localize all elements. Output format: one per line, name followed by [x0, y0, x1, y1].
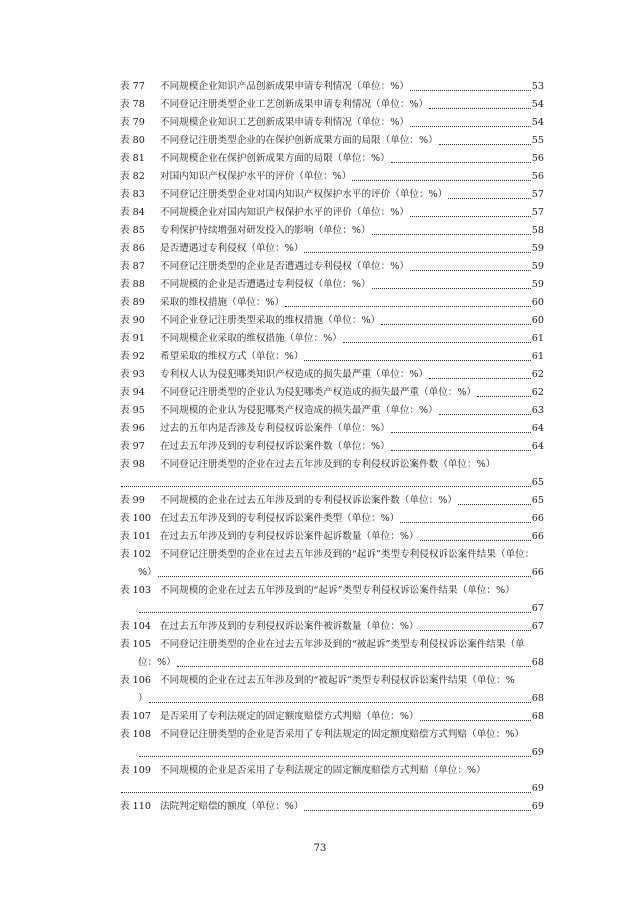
toc-entry[interactable]	[120, 330, 544, 348]
dot-leader	[149, 701, 531, 703]
toc-entry-label: 表 83	[120, 189, 145, 200]
toc-entry-page: 60	[531, 297, 544, 308]
toc-entry-title: 不同登记注册类型的企业在过去五年涉及到的“被起诉”类型专利侵权诉讼案件结果（单	[160, 639, 525, 650]
toc-entry-title: 在过去五年涉及到的专利侵权诉讼案件数（单位：%）	[160, 441, 390, 452]
toc-entry-label: 表 99	[120, 495, 145, 506]
toc-entry-page: 53	[531, 81, 544, 92]
toc-entry-page: 66	[531, 567, 544, 578]
toc-entry-title: 专利保护持续增强对研发投入的影响（单位：%）	[160, 225, 371, 236]
dot-leader	[410, 215, 531, 217]
toc-entry-page: 55	[531, 135, 544, 146]
toc-entry[interactable]	[120, 384, 544, 402]
dot-leader	[285, 305, 531, 307]
toc-entry-page: 54	[531, 99, 544, 110]
toc-entry[interactable]	[120, 798, 544, 816]
toc-entry-label: 表 86	[120, 243, 145, 254]
toc-entry-page: 65	[531, 495, 544, 506]
toc-entry-label: 表 95	[120, 405, 145, 416]
toc-entry-label: 表 88	[120, 279, 145, 290]
dot-leader	[391, 161, 531, 163]
toc-entry[interactable]	[120, 438, 544, 456]
toc-entry-page: 69	[531, 783, 544, 794]
toc-entry-page: 60	[531, 315, 544, 326]
toc-entry-label: 表 92	[120, 351, 145, 362]
toc-entry-label: 表 78	[120, 99, 145, 110]
toc-entry-page: 69	[531, 801, 544, 812]
toc-entry-label: 表 104	[120, 621, 151, 632]
toc-entry[interactable]	[120, 618, 544, 636]
toc-entry-page: 57	[531, 207, 544, 218]
toc-entry[interactable]	[120, 402, 544, 420]
toc-entry-page: 68	[531, 657, 544, 668]
toc-entry-page: 69	[531, 747, 544, 758]
toc-entry-label: 表 97	[120, 441, 145, 452]
toc-entry-label: 表 84	[120, 207, 145, 218]
toc-entry[interactable]	[120, 672, 544, 708]
toc-entry[interactable]	[120, 132, 544, 150]
toc-entry-page: 68	[531, 693, 544, 704]
toc-entry-title: 不同登记注册类型的企业在过去五年涉及到的专利侵权诉讼案件数（单位：%）	[160, 459, 496, 470]
toc-entry[interactable]	[120, 186, 544, 204]
toc-entry[interactable]	[120, 420, 544, 438]
toc-entry[interactable]	[120, 204, 544, 222]
toc-entry-title: 法院判定赔偿的额度（单位：%）	[160, 801, 304, 812]
dot-leader	[420, 719, 531, 721]
dot-leader	[304, 809, 530, 811]
toc-entry-title: 是否采用了专利法规定的固定额度赔偿方式判赔（单位：%）	[160, 711, 419, 722]
toc-entry[interactable]	[120, 708, 544, 726]
toc-entry-title-continued: ）	[138, 693, 148, 704]
toc-entry-label: 表 102	[120, 549, 151, 560]
toc-entry-title: 不同规模企业在保护创新成果方面的局限（单位：%）	[160, 153, 390, 164]
toc-entry[interactable]	[120, 492, 544, 510]
toc-entry[interactable]	[120, 78, 544, 96]
dot-leader	[439, 413, 531, 415]
toc-entry-title: 是否遭遇过专利侵权（单位：%）	[160, 243, 304, 254]
dot-leader	[372, 233, 531, 235]
toc-entry-title: 不同登记注册类型企业对国内知识产权保护水平的评价（单位：%）	[160, 189, 448, 200]
toc-entry-title: 在过去五年涉及到的专利侵权诉讼案件类型（单位：%）	[160, 513, 400, 524]
dot-leader	[400, 521, 530, 523]
dot-leader	[410, 125, 531, 127]
toc-entry-title: 不同登记注册类型的企业认为侵犯哪类产权造成的损失最严重（单位：%）	[160, 387, 477, 398]
toc-entry-label: 表 93	[120, 369, 145, 380]
toc-entry-title: 不同登记注册类型的企业是否采用了专利法规定的固定额度赔偿方式判赔（单位：%）	[160, 729, 525, 740]
toc-entry-page: 62	[531, 387, 544, 398]
toc-entry-title-continued: 位：%）	[138, 657, 176, 668]
page-number: 73	[313, 843, 327, 854]
toc-entry-title: 不同规模的企业是否遭遇过专利侵权（单位：%）	[160, 279, 371, 290]
toc-entry-title: 不同登记注册类型的企业是否遭遇过专利侵权（单位：%）	[160, 261, 409, 272]
toc-entry[interactable]	[120, 528, 544, 546]
toc-entry[interactable]	[120, 168, 544, 186]
toc-entry-title: 希望采取的维权方式（单位：%）	[160, 351, 304, 362]
toc-entry-label: 表 103	[120, 585, 151, 596]
toc-entry[interactable]	[120, 510, 544, 528]
toc-entry-page: 56	[531, 153, 544, 164]
toc-entry[interactable]	[120, 312, 544, 330]
toc-entry[interactable]	[120, 762, 544, 798]
toc-entry-label: 表 108	[120, 729, 151, 740]
dot-leader	[139, 611, 531, 613]
toc-entry-title: 不同规模的企业在过去五年涉及到的专利侵权诉讼案件数（单位：%）	[160, 495, 457, 506]
toc-entry-page: 67	[531, 621, 544, 632]
dot-leader	[477, 395, 531, 397]
toc-entry-label: 表 94	[120, 387, 145, 398]
toc-entry-page: 66	[531, 531, 544, 542]
toc-entry-title: 不同规模的企业在过去五年涉及到的“被起诉”类型专利侵权诉讼案件结果（单位：%	[160, 675, 515, 686]
toc-entry-label: 表 77	[120, 81, 145, 92]
dot-leader	[391, 449, 531, 451]
toc-entry-page: 67	[531, 603, 544, 614]
toc-entry-title: 不同登记注册类型企业工艺创新成果申请专利情况（单位：%）	[160, 99, 429, 110]
toc-entry-label: 表 79	[120, 117, 145, 128]
toc-entry-label: 表 85	[120, 225, 145, 236]
toc-entry[interactable]	[120, 348, 544, 366]
toc-entry-label: 表 100	[120, 513, 151, 524]
dot-leader	[139, 755, 531, 757]
dot-leader	[429, 377, 531, 379]
toc-entry-title: 专利权人认为侵犯哪类知识产权造成的损失最严重（单位：%）	[160, 369, 429, 380]
dot-leader	[121, 485, 531, 487]
toc-entry-title: 不同规模的企业认为侵犯哪类产权造成的损失最严重（单位：%）	[160, 405, 438, 416]
dot-leader	[410, 269, 531, 271]
toc-entry-title: 对国内知识产权保护水平的评价（单位：%）	[160, 171, 352, 182]
toc-entry-label: 表 106	[120, 675, 151, 686]
toc-entry-label: 表 90	[120, 315, 145, 326]
toc-entry-title: 不同规模企业对国内知识产权保护水平的评价（单位：%）	[160, 207, 409, 218]
toc-entry[interactable]	[120, 636, 544, 672]
toc-entry-label: 表 81	[120, 153, 145, 164]
toc-entry[interactable]	[120, 294, 544, 312]
toc-entry-page: 59	[531, 243, 544, 254]
toc-entry-page: 58	[531, 225, 544, 236]
toc-entry-page: 64	[531, 423, 544, 434]
dot-leader	[177, 665, 531, 667]
toc-entry-title: 不同登记注册类型企业的在保护创新成果方面的局限（单位：%）	[160, 135, 438, 146]
toc-entry-label: 表 89	[120, 297, 145, 308]
toc-entry-title: 不同规模的企业是否采用了专利法规定的固定额度赔偿方式判赔（单位：%）	[160, 765, 486, 776]
toc-entry-page: 56	[531, 171, 544, 182]
toc-entry-title: 在过去五年涉及到的专利侵权诉讼案件起诉数量（单位：%）	[160, 531, 419, 542]
toc-entry-page: 61	[531, 351, 544, 362]
toc-entry-page: 54	[531, 117, 544, 128]
dot-leader	[304, 359, 530, 361]
toc-entry-label: 表 91	[120, 333, 145, 344]
toc-entry-label: 表 80	[120, 135, 145, 146]
toc-entry[interactable]	[120, 258, 544, 276]
toc-entry-page: 63	[531, 405, 544, 416]
dot-leader	[381, 323, 531, 325]
toc-entry-page: 65	[531, 477, 544, 488]
toc-entry-page: 66	[531, 513, 544, 524]
toc-entry-label: 表 107	[120, 711, 151, 722]
dot-leader	[121, 791, 531, 793]
toc-entry[interactable]	[120, 96, 544, 114]
toc-entry-label: 表 87	[120, 261, 145, 272]
dot-leader	[420, 539, 531, 541]
toc-entry-label: 表 82	[120, 171, 145, 182]
dot-leader	[458, 503, 531, 505]
toc-entry[interactable]	[120, 222, 544, 240]
toc-entry-title: 不同登记注册类型的企业在过去五年涉及到的“起诉”类型专利侵权诉讼案件结果（单位：	[160, 549, 535, 560]
dot-leader	[391, 431, 531, 433]
dot-leader	[410, 89, 531, 91]
toc-entry-title: 不同规模企业知识工艺创新成果申请专利情况（单位：%）	[160, 117, 409, 128]
toc-entry-page: 62	[531, 369, 544, 380]
toc-entry[interactable]	[120, 150, 544, 168]
toc-entry[interactable]	[120, 114, 544, 132]
toc-entry[interactable]	[120, 366, 544, 384]
toc-entry[interactable]	[120, 726, 544, 762]
toc-entry-label: 表 110	[120, 801, 151, 812]
toc-entry[interactable]	[120, 276, 544, 294]
toc-entry-page: 59	[531, 261, 544, 272]
toc-entry-title: 采取的维权措施（单位：%）	[160, 297, 285, 308]
toc-entry-label: 表 96	[120, 423, 145, 434]
toc-entry[interactable]	[120, 240, 544, 258]
dot-leader	[439, 143, 531, 145]
dot-leader	[420, 629, 531, 631]
toc-entry-title: 不同规模企业知识产品创新成果申请专利情况（单位：%）	[160, 81, 409, 92]
dot-leader	[343, 341, 531, 343]
toc-entry[interactable]	[120, 546, 544, 582]
toc-entry-label: 表 98	[120, 459, 145, 470]
toc-entry-title: 不同企业登记注册类型采取的维权措施（单位：%）	[160, 315, 381, 326]
toc-entry-title: 不同规模企业采取的维权措施（单位：%）	[160, 333, 342, 344]
toc-entry-title: 在过去五年涉及到的专利侵权诉讼案件被诉数量（单位：%）	[160, 621, 419, 632]
toc-entry-label: 表 101	[120, 531, 151, 542]
toc-entry-page: 57	[531, 189, 544, 200]
toc-entry-label: 表 105	[120, 639, 151, 650]
toc-entry-page: 68	[531, 711, 544, 722]
toc-entry-page: 64	[531, 441, 544, 452]
toc-entry-title: 不同规模的企业在过去五年涉及到的“起诉”类型专利侵权诉讼案件结果（单位：%）	[160, 585, 515, 596]
dot-leader	[372, 287, 531, 289]
toc-entry-page: 61	[531, 333, 544, 344]
dot-leader	[304, 251, 530, 253]
dot-leader	[429, 107, 531, 109]
toc-entry-title: 过去的五年内是否涉及专利侵权诉讼案件（单位：%）	[160, 423, 390, 434]
toc-entry-title-continued: %）	[138, 567, 157, 578]
dot-leader	[448, 197, 530, 199]
toc-entry[interactable]	[120, 582, 544, 618]
dot-leader	[352, 179, 530, 181]
toc-entry[interactable]	[120, 456, 544, 492]
toc-entry-page: 59	[531, 279, 544, 290]
dot-leader	[158, 575, 531, 577]
toc-entry-label: 表 109	[120, 765, 151, 776]
